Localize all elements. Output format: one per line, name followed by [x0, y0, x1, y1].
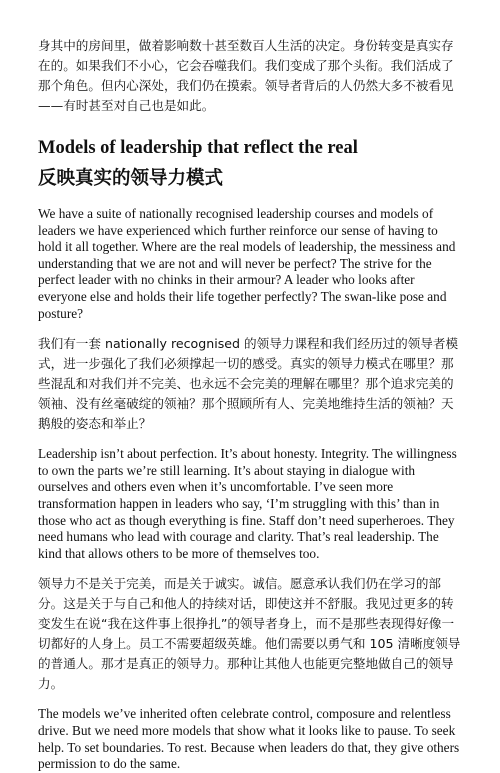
paragraph-en-4: The models we’ve inherited often celebrate control, composure and relentless drive. But we need more models that show what it looks like to pause. To seek help. To set boundaries. To rest. Because when leaders do that, they give others permission to do the same.: [38, 706, 460, 772]
paragraph-zh-2: 我们有一套 nationally recognised 的领导力课程和我们经历过的领导者模式，进一步强化了我们必须撑起一切的感受。真实的领导力模式在哪里？那些混乱和对我们并不完美、也永远不会完美的理解在哪里？那个追求完美的领袖、没有丝毫破绽的领袖？那个照顾所有人、完美地维持生活的领袖？天鹅般的姿态和举止？: [38, 336, 459, 432]
section-heading-zh: 反映真实的领导力模式: [38, 168, 224, 189]
paragraph-zh-1: 身其中的房间里，做着影响数十甚至数百人生活的决定。身份转变是真实存在的。如果我们不小心，它会吞噬我们。我们变成了那个头衔。我们活成了那个角色。但内心深处，我们仍在摸索。领导者背后的人仍然大多不被看见——有时甚至对自己也是如此。: [38, 38, 454, 113]
paragraph-en-3: Leadership isn’t about perfection. It’s about honesty. Integrity. The willingness to own the parts we’re still learning. It’s about staying in dialogue with ourselves and others even when it’s uncomfortable. I’ve seen more transformation happen in leaders who say, ‘I’m struggling with this’ than in those who act as though everything is fine. Staff don’t need superheroes. They need humans who lead with courage and clarity. That’s real leadership. The kind that allows others to be more of themselves too.: [38, 446, 457, 561]
section-heading-en: Models of leadership that reflect the real: [38, 138, 358, 158]
paragraph-zh-3: 领导力不是关于完美，而是关于诚实。诚信。愿意承认我们仍在学习的部分。这是关于与自己和他人的持续对话，即使这并不舒服。我见过更多的转变发生在说“我在这件事上很挣扎”的领导者身上，而不是那些表现得好像一切都好的人身上。员工不需要超级英雄。他们需要以勇气和 105 清晰度领导的普通人。那才是真正的领导力。那种让其他人也能更完整地做自己的领导力。: [38, 576, 461, 692]
paragraph-en-2: We have a suite of nationally recognised leadership courses and models of leaders we have experienced which further reinforce our sense of having to hold it all together. Where are the real models of leadership, the messiness and understanding that we are not and will never be perfect? The strive for the perfect leader with no chinks in their armour? A leader who looks after everyone else and holds their life together perfectly? The swan-like pose and posture?: [38, 206, 456, 321]
